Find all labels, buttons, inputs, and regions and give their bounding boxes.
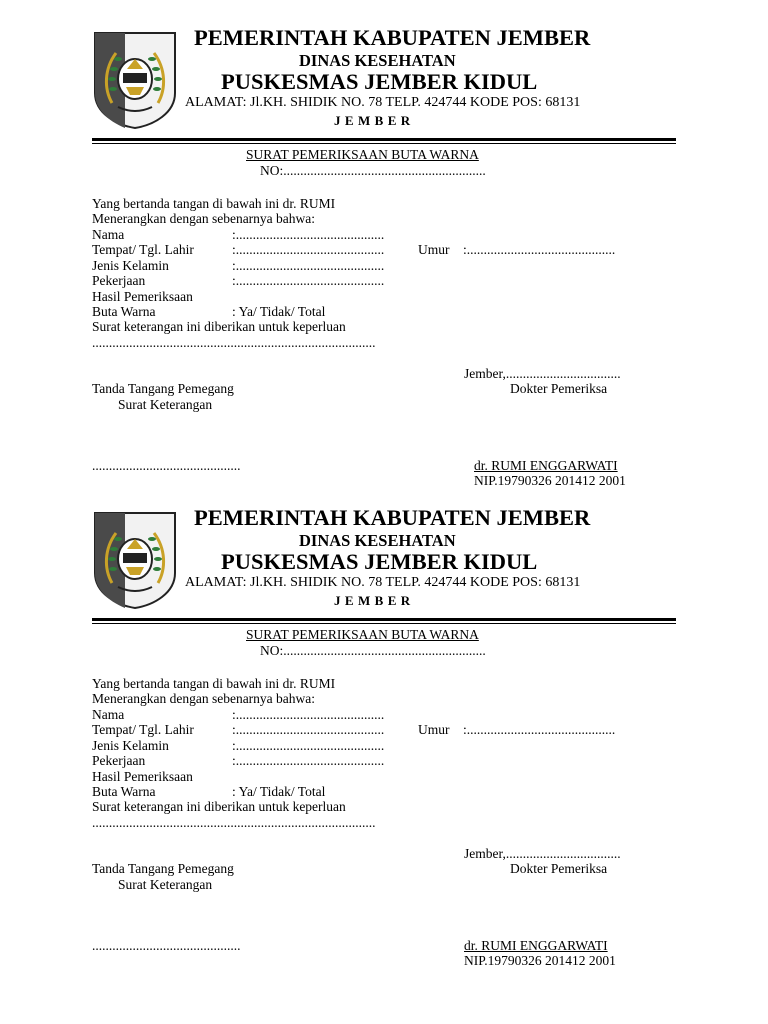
department-heading: DINAS KESEHATAN [299,51,456,70]
field-label-hasil-pemeriksaan: Hasil Pemeriksaan [92,769,193,784]
field-value-pekerjaan: :............................................ [232,273,385,288]
holder-signature-label-2: Surat Keterangan [118,397,213,412]
field-label-nama: Nama [92,707,125,722]
field-label-nama: Nama [92,227,125,242]
document-number: NO:............................................................ [260,163,486,178]
purpose-line: .................................................................................... [92,335,376,350]
field-value-buta-warna: : Ya/ Tidak/ Total [232,304,326,319]
field-label-buta-warna: Buta Warna [92,304,156,319]
field-value-buta-warna: : Ya/ Tidak/ Total [232,784,326,799]
header-rule-thin [92,143,676,144]
jember-regency-emblem-icon [92,511,178,609]
city-line: JEMBER [334,113,415,128]
field-value-tempat-lahir: :............................................ [232,722,385,737]
examiner-label: Dokter Pemeriksa [510,381,608,396]
puskesmas-heading: PUSKESMAS JEMBER KIDUL [221,549,538,574]
holder-signature-line: ............................................ [92,938,241,953]
certificate-form-2 [0,480,768,968]
doctor-name: dr. RUMI ENGGARWATI [474,458,618,473]
field-label-buta-warna: Buta Warna [92,784,156,799]
field-value-nama: :............................................ [232,227,385,242]
purpose-text: Surat keterangan ini diberikan untuk keperluan [92,799,346,814]
puskesmas-heading: PUSKESMAS JEMBER KIDUL [221,69,538,94]
department-heading: DINAS KESEHATAN [299,531,456,550]
intro-line-1: Yang bertanda tangan di bawah ini dr. RUMI [92,676,336,691]
purpose-text: Surat keterangan ini diberikan untuk keperluan [92,319,346,334]
government-heading: PEMERINTAH KABUPATEN JEMBER [194,505,591,530]
document-number: NO:............................................................ [260,643,486,658]
examiner-label: Dokter Pemeriksa [510,861,608,876]
field-label-jenis-kelamin: Jenis Kelamin [92,258,169,273]
intro-line-2: Menerangkan dengan sebenarnya bahwa: [92,211,316,226]
holder-signature-label: Tanda Tangang Pemegang [92,381,234,396]
government-heading: PEMERINTAH KABUPATEN JEMBER [194,25,591,50]
doctor-nip: NIP.19790326 201412 2001 [464,953,616,968]
doctor-nip: NIP.19790326 201412 2001 [474,473,626,488]
field-value-umur: :............................................ [463,242,616,257]
place-date: Jember,.................................. [464,846,621,861]
header-rule [92,618,676,621]
field-value-tempat-lahir: :............................................ [232,242,385,257]
field-label-umur: Umur [418,242,450,257]
city-line: JEMBER [334,593,415,608]
field-label-tempat-lahir: Tempat/ Tgl. Lahir [92,722,194,737]
place-date: Jember,.................................. [464,366,621,381]
purpose-line: .................................................................................... [92,815,376,830]
field-value-jenis-kelamin: :............................................ [232,738,385,753]
field-label-tempat-lahir: Tempat/ Tgl. Lahir [92,242,194,257]
field-value-jenis-kelamin: :............................................ [232,258,385,273]
holder-signature-line: ............................................ [92,458,241,473]
header-rule [92,138,676,141]
field-value-umur: :............................................ [463,722,616,737]
field-label-umur: Umur [418,722,450,737]
intro-line-1: Yang bertanda tangan di bawah ini dr. RUMI [92,196,336,211]
address-line: ALAMAT: Jl.KH. SHIDIK NO. 78 TELP. 424744 KODE POS: 68131 [185,575,581,590]
doctor-name: dr. RUMI ENGGARWATI [464,938,608,953]
field-value-pekerjaan: :............................................ [232,753,385,768]
document-title: SURAT PEMERIKSAAN BUTA WARNA [246,147,479,162]
holder-signature-label: Tanda Tangang Pemegang [92,861,234,876]
address-line: ALAMAT: Jl.KH. SHIDIK NO. 78 TELP. 424744 KODE POS: 68131 [185,95,581,110]
field-label-jenis-kelamin: Jenis Kelamin [92,738,169,753]
field-label-hasil-pemeriksaan: Hasil Pemeriksaan [92,289,193,304]
holder-signature-label-2: Surat Keterangan [118,877,213,892]
field-label-pekerjaan: Pekerjaan [92,273,146,288]
field-value-nama: :............................................ [232,707,385,722]
intro-line-2: Menerangkan dengan sebenarnya bahwa: [92,691,316,706]
certificate-form-1 [0,0,768,488]
field-label-pekerjaan: Pekerjaan [92,753,146,768]
document-title: SURAT PEMERIKSAAN BUTA WARNA [246,627,479,642]
header-rule-thin [92,623,676,624]
jember-regency-emblem-icon [92,31,178,129]
